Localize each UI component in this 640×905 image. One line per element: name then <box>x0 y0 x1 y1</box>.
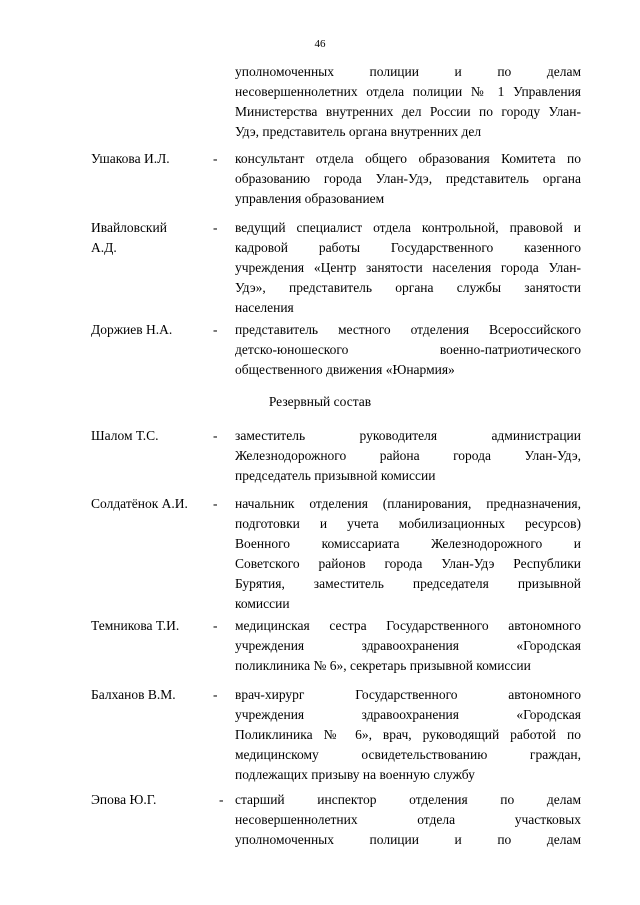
description-line: населения <box>235 300 294 315</box>
entry-description <box>235 218 581 318</box>
description-line: врач-хирург Государственного автономного <box>235 687 581 702</box>
entry-dash: - <box>213 618 218 633</box>
description-line: образованию города Улан-Удэ, представитель органа <box>235 171 581 186</box>
description-line: кадровой работы Государственного казенного <box>235 240 581 255</box>
member-name <box>91 616 211 636</box>
description-line: Удэ, представитель органа внутренних дел <box>235 124 482 139</box>
member-name-line: Шалом Т.С. <box>91 428 159 443</box>
entry-description <box>235 790 581 850</box>
member-name-line: Ивайловский <box>91 220 167 235</box>
description-line: Поликлиника № 6», врач, руководящий работой по <box>235 727 581 742</box>
member-name-line: Солдатёнок А.И. <box>91 496 188 511</box>
description-line: учреждения «Центр занятости населения города Улан- <box>235 260 581 275</box>
description-line: председатель призывной комиссии <box>235 468 436 483</box>
description-line: уполномоченных полиции и по делам <box>235 832 581 847</box>
page-number: 46 <box>314 38 326 50</box>
description-line: медицинская сестра Государственного автономного <box>235 618 581 633</box>
entry-dash: - <box>213 496 218 511</box>
member-name <box>91 320 211 340</box>
entry-dash: - <box>213 428 218 443</box>
description-line: заместитель руководителя администрации <box>235 428 581 443</box>
entry-description <box>235 426 581 486</box>
description-line: комиссии <box>235 596 290 611</box>
entry-description <box>235 616 581 676</box>
description-line: подготовки и учета мобилизационных ресурсов) <box>235 516 581 531</box>
member-name-line: Эпова Ю.Г. <box>91 792 157 807</box>
member-name-line: Доржиев Н.А. <box>91 322 173 337</box>
member-name-line: Балханов В.М. <box>91 687 176 702</box>
entry-dash: - <box>213 322 218 337</box>
description-line: Министерства внутренних дел России по городу Улан- <box>235 104 581 119</box>
description-line: Советского районов города Улан-Удэ Республики <box>235 556 581 571</box>
entry-description <box>235 320 581 380</box>
entry-dash: - <box>213 687 218 702</box>
description-line: представитель местного отделения Всероссийского <box>235 322 581 337</box>
entry-description <box>235 685 581 785</box>
member-name <box>91 149 211 169</box>
member-name <box>91 218 211 258</box>
description-line: Военного комиссариата Железнодорожного и <box>235 536 581 551</box>
description-line: старший инспектор отделения по делам <box>235 792 581 807</box>
description-line: Железнодорожного района города Улан-Удэ, <box>235 448 581 463</box>
reserve-section-title: Резервный состав <box>268 394 372 409</box>
description-line: медицинскому освидетельствованию граждан, <box>235 747 581 762</box>
member-name-line: А.Д. <box>91 240 117 255</box>
entry-dash: - <box>219 792 224 807</box>
entry-dash: - <box>213 151 218 166</box>
member-name <box>91 685 211 705</box>
description-line: подлежащих призыву на военную службу <box>235 767 475 782</box>
description-line: учреждения здравоохранения «Городская <box>235 638 581 653</box>
member-name-line: Темникова Т.И. <box>91 618 180 633</box>
description-line: уполномоченных полиции и по делам <box>235 64 581 79</box>
description-line: несовершеннолетних отдела полиции № 1 Управления <box>235 84 581 99</box>
description-line: Удэ», представитель органа службы занятости <box>235 280 581 295</box>
description-line: детско-юношеского военно-патриотического <box>235 342 581 357</box>
description-line: начальник отделения (планирования, предназначения, <box>235 496 581 511</box>
description-line: Бурятия, заместитель председателя призывной <box>235 576 581 591</box>
entry-dash: - <box>213 220 218 235</box>
member-name <box>91 790 211 810</box>
member-name-line: Ушакова И.Л. <box>91 151 170 166</box>
entry-description <box>235 494 581 614</box>
description-line: управления образованием <box>235 191 385 206</box>
description-line: поликлиника № 6», секретарь призывной комиссии <box>235 658 531 673</box>
description-line: несовершеннолетних отдела участковых <box>235 812 581 827</box>
entry-description <box>235 149 581 209</box>
description-line: консультант отдела общего образования Комитета по <box>235 151 581 166</box>
description-line: ведущий специалист отдела контрольной, правовой и <box>235 220 581 235</box>
member-name <box>91 494 211 514</box>
description-line: учреждения здравоохранения «Городская <box>235 707 581 722</box>
entry-description <box>235 62 581 142</box>
description-line: общественного движения «Юнармия» <box>235 362 455 377</box>
member-name <box>91 426 211 446</box>
